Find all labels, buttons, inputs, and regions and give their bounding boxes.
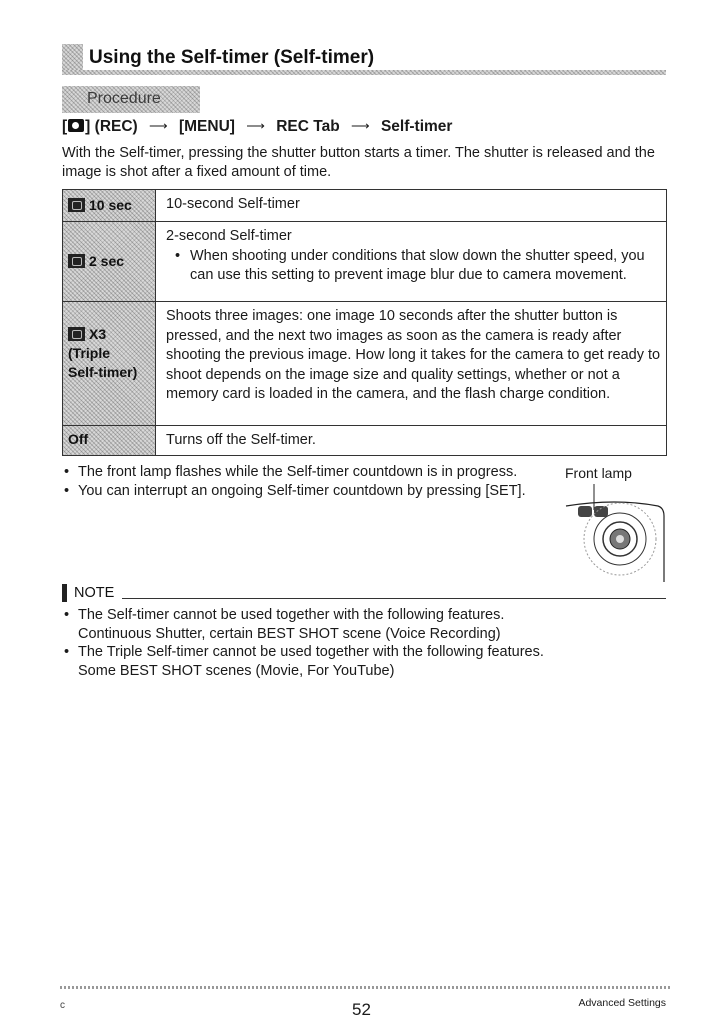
note-subtext: Some BEST SHOT scenes (Movie, For YouTube) — [78, 662, 395, 679]
procedure-label: Procedure — [87, 90, 161, 107]
footer-letter: c — [60, 1000, 65, 1011]
camera-front-illustration — [556, 484, 668, 584]
note-marker — [62, 584, 67, 602]
table-row — [63, 190, 666, 222]
option-label: Off — [68, 431, 89, 447]
lamp-icon — [578, 506, 592, 517]
table-row — [63, 426, 666, 455]
option-label: X3 — [68, 326, 106, 343]
arrow-icon: ⟶ — [350, 118, 370, 133]
list-item — [62, 606, 666, 643]
option-description-bullet: • When shooting under conditions that slow down the shutter speed, you can use this setting to prevent image blur due to camera movement. — [166, 247, 662, 286]
option-label: 10 sec — [68, 197, 132, 214]
path-item: Self-timer — [380, 118, 453, 135]
table-row — [63, 222, 666, 302]
info-bullets — [62, 463, 542, 500]
option-label-cell — [63, 426, 156, 455]
table-row — [63, 302, 666, 426]
path-menu: [MENU] — [178, 118, 235, 135]
option-label-cell — [63, 190, 156, 221]
camera-icon — [68, 119, 84, 132]
section-name: Advanced Settings — [578, 997, 666, 1009]
options-table — [62, 189, 667, 456]
rec-mode-bracket-open: [ — [62, 118, 68, 135]
note-rule — [122, 598, 666, 599]
title-underline — [62, 70, 666, 75]
intro-text: With the Self-timer, pressing the shutter button starts a timer. The shutter is released and the image is shot after a fixed amount of time. — [62, 145, 655, 180]
title-marker — [62, 44, 83, 72]
footer-rule — [60, 986, 670, 989]
page-number: 52 — [352, 1000, 371, 1019]
lens-center — [616, 535, 624, 543]
procedure-badge — [62, 86, 200, 113]
option-description — [166, 227, 662, 286]
option-description: 10-second Self-timer — [166, 196, 300, 212]
option-description: Shoots three images: one image 10 seconds after the shutter button is pressed, and the next two images as soon as the camera is ready after shooting the previous image. How long it takes for the camera to get ready to shoot depends on the image size and quality settings, whether or not a memory card is loaded in the camera, and the flash charge condition. — [166, 308, 661, 402]
menu-path — [62, 118, 452, 136]
path-tab: REC Tab — [276, 118, 340, 135]
note-text: • The Triple Self-timer cannot be used together with the following features. — [78, 644, 544, 660]
option-label: (Triple — [68, 345, 111, 361]
option-description: Turns off the Self-timer. — [166, 432, 316, 448]
section-header — [62, 44, 666, 72]
list-item — [62, 643, 666, 680]
note-text: • The Self-timer cannot be used together with the following features. — [78, 607, 505, 623]
note-heading: NOTE — [74, 585, 115, 601]
flash-icon — [594, 506, 608, 517]
timer-icon — [68, 198, 85, 212]
option-label: 2 sec — [68, 253, 124, 270]
option-label: Self-timer) — [68, 364, 138, 380]
note-header — [62, 584, 666, 604]
option-description-main: 2-second Self-timer — [166, 228, 292, 244]
option-label-cell — [63, 302, 156, 425]
timer-icon — [68, 327, 85, 341]
list-item: • You can interrupt an ongoing Self-timer countdown by pressing [SET]. — [62, 482, 542, 501]
option-label-cell — [63, 222, 156, 301]
note-subtext: Continuous Shutter, certain BEST SHOT scene (Voice Recording) — [78, 625, 501, 642]
note-list — [62, 606, 666, 680]
front-lamp-label: Front lamp — [565, 465, 632, 481]
page-title: Using the Self-timer (Self-timer) — [89, 47, 375, 68]
list-item: • The front lamp flashes while the Self-timer countdown is in progress. — [62, 463, 542, 482]
path-rec: (REC) — [94, 118, 138, 135]
rec-mode-bracket-close: ] — [85, 118, 91, 135]
arrow-icon: ⟶ — [149, 118, 168, 133]
timer-icon — [68, 254, 85, 268]
arrow-icon: ⟶ — [246, 118, 265, 133]
